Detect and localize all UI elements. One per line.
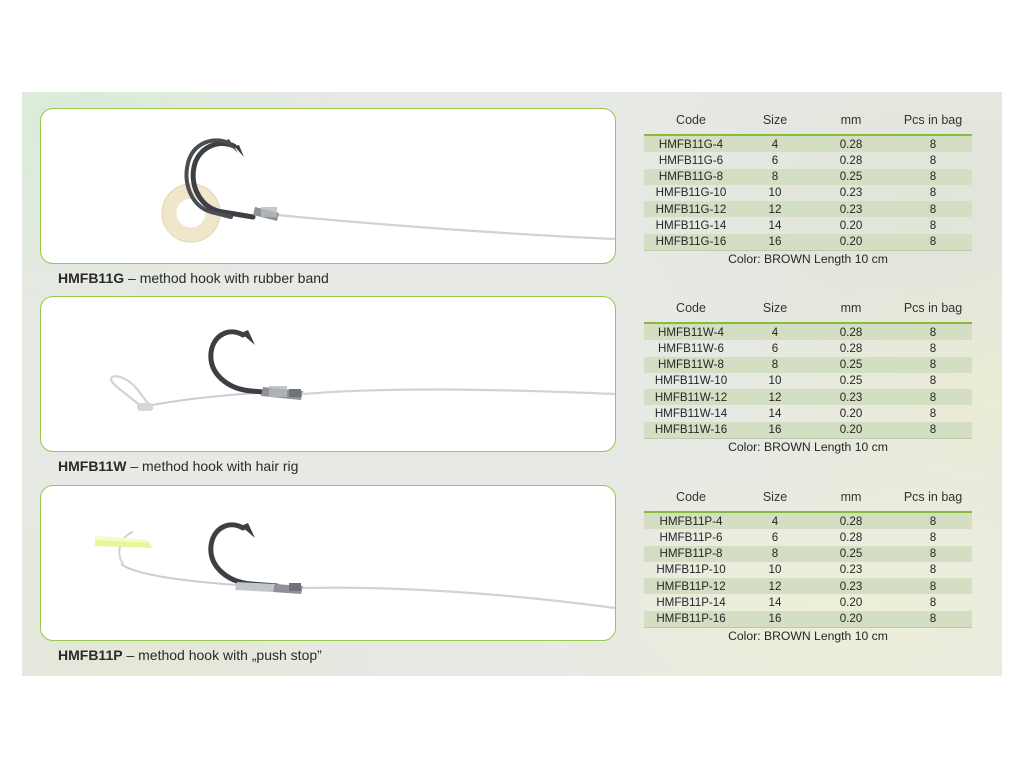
table-cell-mm: 0.25 — [839, 374, 863, 388]
size-table — [644, 296, 972, 454]
table-cell-size: 10 — [768, 186, 782, 200]
table-cell-pcs: 8 — [929, 358, 937, 372]
table-cell-code: HMFB11G-14 — [655, 218, 727, 232]
table-cell-code: HMFB11W-14 — [654, 406, 728, 420]
table-row — [644, 357, 972, 373]
col-size: Size — [762, 301, 788, 315]
table-cell-code: HMFB11G-6 — [658, 153, 724, 167]
table-row — [644, 405, 972, 421]
table-cell-pcs: 8 — [929, 235, 937, 249]
table-cell-pcs: 8 — [929, 341, 937, 355]
table-cell-code: HMFB11W-10 — [654, 374, 728, 388]
table-header — [644, 108, 972, 134]
product-caption — [58, 458, 298, 474]
product-description: – method hook with hair rig — [126, 458, 299, 474]
table-cell-mm: 0.23 — [839, 563, 863, 577]
table-cell-pcs: 8 — [929, 547, 937, 561]
table-cell-code: HMFB11G-8 — [658, 170, 724, 184]
table-cell-pcs: 8 — [929, 579, 937, 593]
size-table — [644, 485, 972, 643]
table-cell-size: 16 — [768, 423, 782, 437]
table-row — [644, 529, 972, 545]
col-mm: mm — [840, 113, 862, 127]
table-cell-mm: 0.20 — [839, 423, 863, 437]
table-cell-mm: 0.28 — [839, 325, 863, 339]
table-cell-pcs: 8 — [929, 218, 937, 232]
table-row — [644, 185, 972, 201]
table-note: Color: BROWN Length 10 cm — [728, 629, 888, 644]
table-cell-size: 12 — [768, 202, 782, 216]
table-row — [644, 169, 972, 185]
table-cell-mm: 0.20 — [839, 218, 863, 232]
product-code: HMFB11P — [58, 647, 123, 663]
table-cell-size: 14 — [768, 595, 782, 609]
table-row — [644, 546, 972, 562]
table-cell-size: 10 — [768, 374, 782, 388]
table-row — [644, 562, 972, 578]
table-row — [644, 324, 972, 340]
product-description: – method hook with rubber band — [124, 270, 329, 286]
table-cell-mm: 0.28 — [839, 153, 863, 167]
table-cell-code: HMFB11P-6 — [659, 530, 723, 544]
table-header — [644, 485, 972, 511]
table-cell-size: 8 — [771, 170, 779, 184]
table-cell-pcs: 8 — [929, 423, 937, 437]
table-cell-mm: 0.28 — [839, 137, 863, 151]
table-cell-code: HMFB11G-16 — [655, 235, 727, 249]
table-cell-size: 14 — [768, 406, 782, 420]
table-cell-size: 10 — [768, 563, 782, 577]
table-cell-size: 12 — [768, 579, 782, 593]
table-cell-code: HMFB11P-14 — [656, 595, 726, 609]
product-image-panel — [40, 108, 616, 264]
table-cell-mm: 0.25 — [839, 170, 863, 184]
table-cell-mm: 0.20 — [839, 235, 863, 249]
col-code: Code — [676, 490, 706, 504]
table-row — [644, 152, 972, 168]
table-cell-mm: 0.23 — [839, 579, 863, 593]
table-cell-pcs: 8 — [929, 186, 937, 200]
table-row — [644, 340, 972, 356]
table-row — [644, 594, 972, 610]
table-cell-pcs: 8 — [929, 595, 937, 609]
table-cell-pcs: 8 — [929, 514, 937, 528]
size-table — [644, 108, 972, 266]
table-cell-pcs: 8 — [929, 202, 937, 216]
col-mm: mm — [840, 490, 862, 504]
table-cell-size: 4 — [771, 325, 779, 339]
table-cell-code: HMFB11W-4 — [658, 325, 724, 339]
table-cell-mm: 0.23 — [839, 186, 863, 200]
hook-with-rubber-band-illustration — [41, 109, 615, 263]
table-cell-code: HMFB11P-16 — [656, 612, 726, 626]
col-code: Code — [676, 113, 706, 127]
table-cell-code: HMFB11P-12 — [656, 579, 726, 593]
table-note: Color: BROWN Length 10 cm — [728, 252, 888, 267]
table-cell-code: HMFB11G-4 — [658, 137, 724, 151]
product-caption — [58, 647, 322, 663]
table-cell-size: 6 — [771, 153, 779, 167]
table-row — [644, 611, 972, 627]
table-cell-code: HMFB11P-8 — [659, 547, 723, 561]
table-cell-size: 16 — [768, 235, 782, 249]
table-cell-pcs: 8 — [929, 612, 937, 626]
product-code: HMFB11W — [58, 458, 127, 474]
table-cell-size: 6 — [771, 530, 779, 544]
col-mm: mm — [840, 301, 862, 315]
table-cell-pcs: 8 — [929, 563, 937, 577]
catalog-sheet — [22, 92, 1002, 676]
table-row — [644, 422, 972, 438]
table-cell-size: 4 — [771, 514, 779, 528]
table-row — [644, 217, 972, 233]
table-cell-mm: 0.20 — [839, 595, 863, 609]
table-cell-size: 16 — [768, 612, 782, 626]
table-cell-mm: 0.23 — [839, 390, 863, 404]
product-image-panel — [40, 485, 616, 641]
table-cell-pcs: 8 — [929, 374, 937, 388]
table-row — [644, 136, 972, 152]
table-cell-code: HMFB11P-4 — [659, 514, 723, 528]
col-pcs: Pcs in bag — [903, 113, 963, 127]
table-header — [644, 296, 972, 322]
col-code: Code — [676, 301, 706, 315]
table-cell-size: 12 — [768, 390, 782, 404]
table-cell-pcs: 8 — [929, 530, 937, 544]
table-cell-mm: 0.20 — [839, 406, 863, 420]
table-cell-pcs: 8 — [929, 153, 937, 167]
product-code: HMFB11G — [58, 270, 125, 286]
table-cell-pcs: 8 — [929, 325, 937, 339]
table-row — [644, 234, 972, 250]
hook-with-push-stop-illustration — [41, 486, 615, 640]
table-note: Color: BROWN Length 10 cm — [728, 440, 888, 455]
product-caption — [58, 270, 329, 286]
table-cell-mm: 0.25 — [839, 547, 863, 561]
table-cell-size: 4 — [771, 137, 779, 151]
col-pcs: Pcs in bag — [903, 301, 963, 315]
table-cell-pcs: 8 — [929, 390, 937, 404]
table-cell-code: HMFB11W-12 — [654, 390, 728, 404]
table-cell-mm: 0.28 — [839, 341, 863, 355]
table-cell-pcs: 8 — [929, 137, 937, 151]
table-cell-code: HMFB11P-10 — [656, 563, 726, 577]
col-size: Size — [762, 113, 788, 127]
table-cell-mm: 0.23 — [839, 202, 863, 216]
table-cell-size: 6 — [771, 341, 779, 355]
col-size: Size — [762, 490, 788, 504]
table-cell-mm: 0.20 — [839, 612, 863, 626]
table-cell-mm: 0.25 — [839, 358, 863, 372]
table-cell-code: HMFB11G-12 — [655, 202, 727, 216]
table-cell-pcs: 8 — [929, 170, 937, 184]
product-description: – method hook with „push stop” — [122, 647, 322, 663]
hook-with-hair-rig-illustration — [41, 297, 615, 451]
table-row — [644, 373, 972, 389]
table-cell-code: HMFB11W-16 — [654, 423, 728, 437]
table-cell-pcs: 8 — [929, 406, 937, 420]
table-row — [644, 513, 972, 529]
table-row — [644, 578, 972, 594]
table-cell-mm: 0.28 — [839, 514, 863, 528]
table-cell-size: 14 — [768, 218, 782, 232]
col-pcs: Pcs in bag — [903, 490, 963, 504]
table-row — [644, 389, 972, 405]
table-cell-size: 8 — [771, 547, 779, 561]
table-row — [644, 201, 972, 217]
table-cell-code: HMFB11W-6 — [658, 341, 724, 355]
table-cell-code: HMFB11G-10 — [655, 186, 727, 200]
product-image-panel — [40, 296, 616, 452]
table-cell-size: 8 — [771, 358, 779, 372]
table-cell-code: HMFB11W-8 — [658, 358, 724, 372]
table-cell-mm: 0.28 — [839, 530, 863, 544]
